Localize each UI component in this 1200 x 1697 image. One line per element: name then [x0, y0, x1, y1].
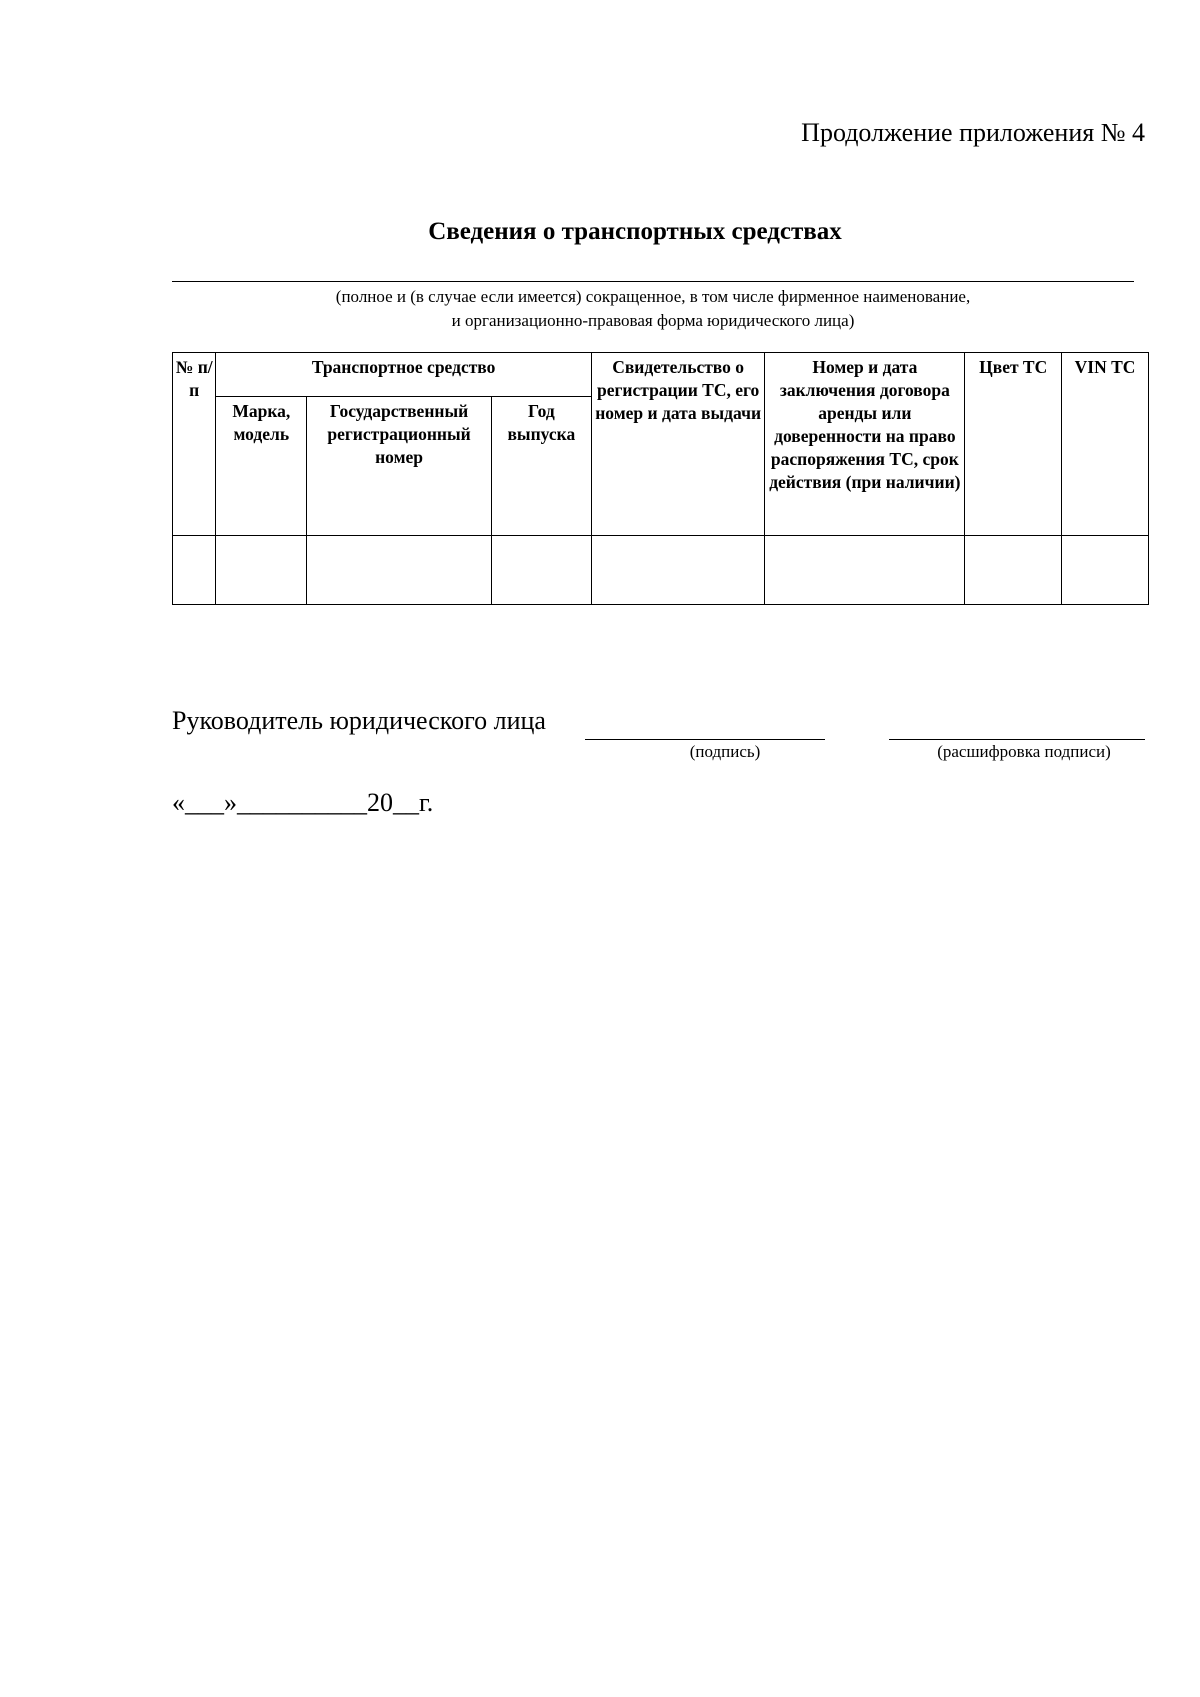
table-header-row: [173, 353, 1149, 397]
header-make: Марка, модель: [216, 397, 307, 536]
document-title: Сведения о транспортных средствах: [428, 218, 842, 245]
entity-name-hint: [172, 285, 1134, 333]
header-contract: Номер и дата заключения договора аренды или доверенности на право распоряжения ТС, срок действия (при наличии): [765, 353, 965, 536]
cell-year[interactable]: [491, 536, 591, 605]
signature-decoding-line[interactable]: [889, 739, 1145, 740]
cell-make[interactable]: [216, 536, 307, 605]
date-field[interactable]: «___»__________20__г.: [172, 788, 434, 817]
cell-vin[interactable]: [1062, 536, 1149, 605]
cell-color[interactable]: [965, 536, 1062, 605]
entity-name-line: [172, 281, 1134, 282]
header-vin: VIN ТС: [1062, 353, 1149, 536]
signature-decoding-hint: (расшифровка подписи): [937, 742, 1111, 761]
vehicles-table: [172, 352, 1149, 605]
entity-name-hint-line-1: (полное и (в случае если имеется) сокращенное, в том числе фирменное наименование,: [335, 287, 971, 306]
header-vehicle-group: Транспортное средство: [216, 353, 591, 397]
cell-certificate[interactable]: [591, 536, 765, 605]
cell-no[interactable]: [173, 536, 216, 605]
signature-hint: (подпись): [689, 742, 761, 761]
entity-name-hint-line-2: и организационно-правовая форма юридического лица): [451, 311, 855, 330]
appendix-subtitle: Продолжение приложения № 4: [801, 118, 1145, 147]
header-certificate: Свидетельство о регистрации ТС, его номер и дата выдачи: [591, 353, 765, 536]
header-color: Цвет ТС: [965, 353, 1062, 536]
head-of-entity-label: Руководитель юридического лица: [172, 706, 546, 735]
header-reg-number: Государственный регистрационный номер: [307, 397, 492, 536]
header-no: № п/п: [173, 353, 216, 536]
header-year: Год выпуска: [491, 397, 591, 536]
table-row: [173, 536, 1149, 605]
cell-reg-number[interactable]: [307, 536, 492, 605]
cell-contract[interactable]: [765, 536, 965, 605]
signature-line[interactable]: [585, 739, 825, 740]
